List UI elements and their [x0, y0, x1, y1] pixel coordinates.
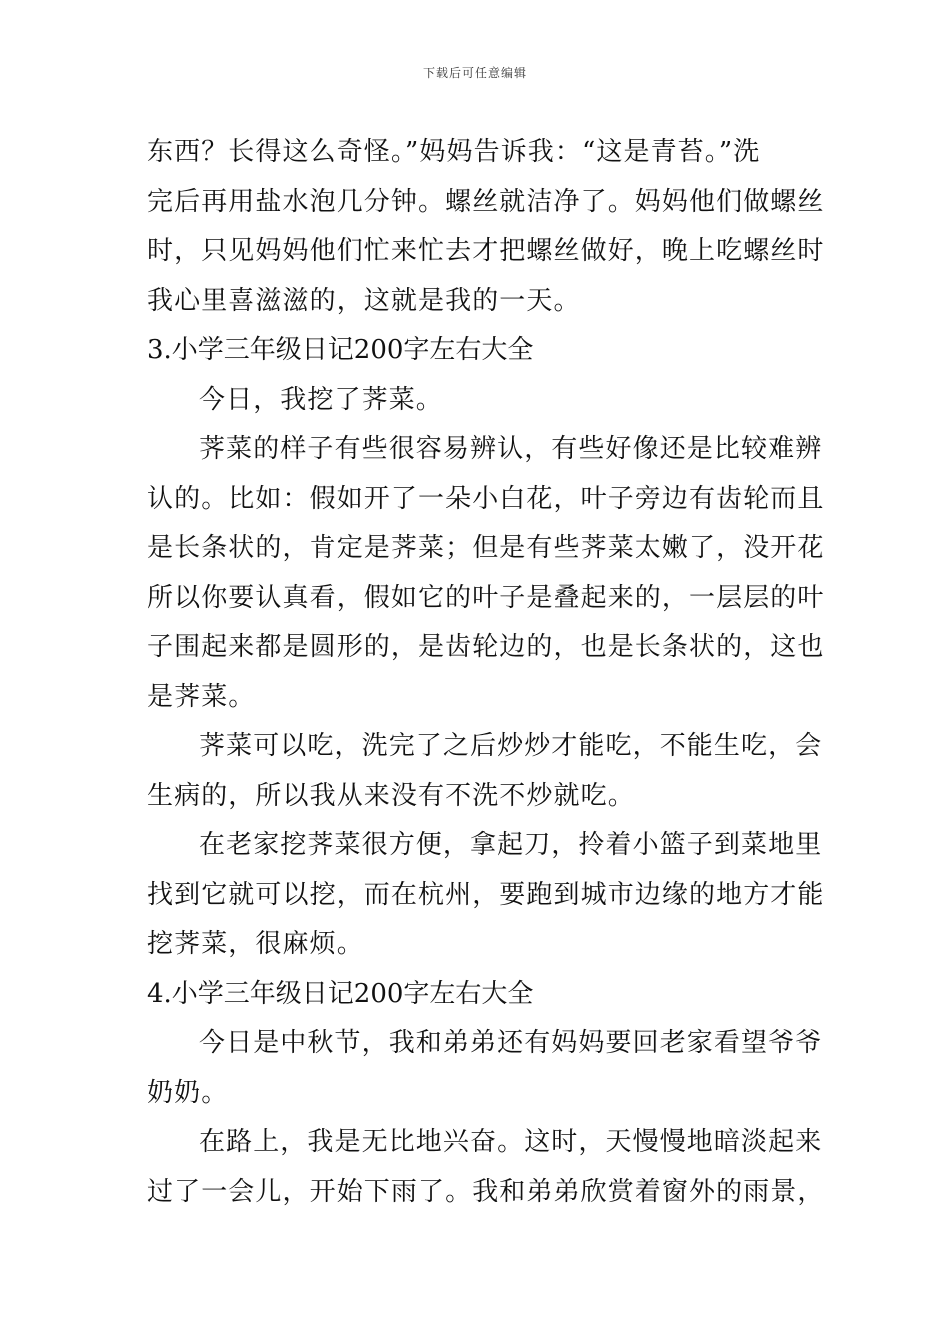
- paragraph-start-line: 今日，我挖了荠菜。: [199, 384, 443, 415]
- paragraph-start-line: 今日是中秋节，我和弟弟还有妈妈要回老家看望爷爷: [199, 1028, 823, 1058]
- section-heading-4: 4.小学三年级日记200字左右大全: [147, 978, 534, 1009]
- body-line: 我心里喜滋滋的，这就是我的一天。: [147, 285, 581, 316]
- body-line: 奶奶。: [147, 1077, 229, 1108]
- section-heading-3: 3.小学三年级日记200字左右大全: [147, 335, 534, 365]
- body-line: 完后再用盐水泡几分钟。螺丝就洁净了。妈妈他们做螺丝: [147, 186, 825, 217]
- body-line: 所以你要认真看，假如它的叶子是叠起来的，一层层的叶: [147, 582, 825, 613]
- body-line: 找到它就可以挖，而在杭州，要跑到城市边缘的地方才能: [147, 879, 825, 910]
- body-line: 时，只见妈妈他们忙来忙去才把螺丝做好，晚上吃螺丝时: [147, 236, 825, 266]
- paragraph-start-line: 在老家挖荠菜很方便，拿起刀，拎着小篮子到菜地里: [199, 830, 823, 860]
- body-line: 是长条状的，肯定是荠菜；但是有些荠菜太嫩了，没开花: [147, 533, 825, 563]
- paragraph-start-line: 荠菜可以吃，洗完了之后炒炒才能吃，不能生吃，会: [199, 731, 823, 761]
- body-line: 生病的，所以我从来没有不洗不炒就吃。: [147, 780, 635, 811]
- body-line: 东西？长得这么奇怪。”妈妈告诉我：“这是青苔。”洗: [147, 137, 761, 167]
- document-body: [147, 128, 825, 1217]
- body-line: 挖荠菜，很麻烦。: [147, 929, 364, 959]
- body-line: 过了一会儿，开始下雨了。我和弟弟欣赏着窗外的雨景，: [147, 1176, 825, 1207]
- paragraph-start-line: 荠菜的样子有些很容易辨认，有些好像还是比较难辨: [199, 434, 823, 464]
- body-line: 是荠菜。: [147, 681, 256, 712]
- body-line: 认的。比如：假如开了一朵小白花，叶子旁边有齿轮而且: [147, 483, 825, 514]
- body-line: 子围起来都是圆形的，是齿轮边的，也是长条状的，这也: [147, 632, 825, 662]
- paragraph-start-line: 在路上，我是无比地兴奋。这时，天慢慢地暗淡起来: [199, 1127, 823, 1157]
- page-header: 下载后可任意编辑: [422, 66, 527, 80]
